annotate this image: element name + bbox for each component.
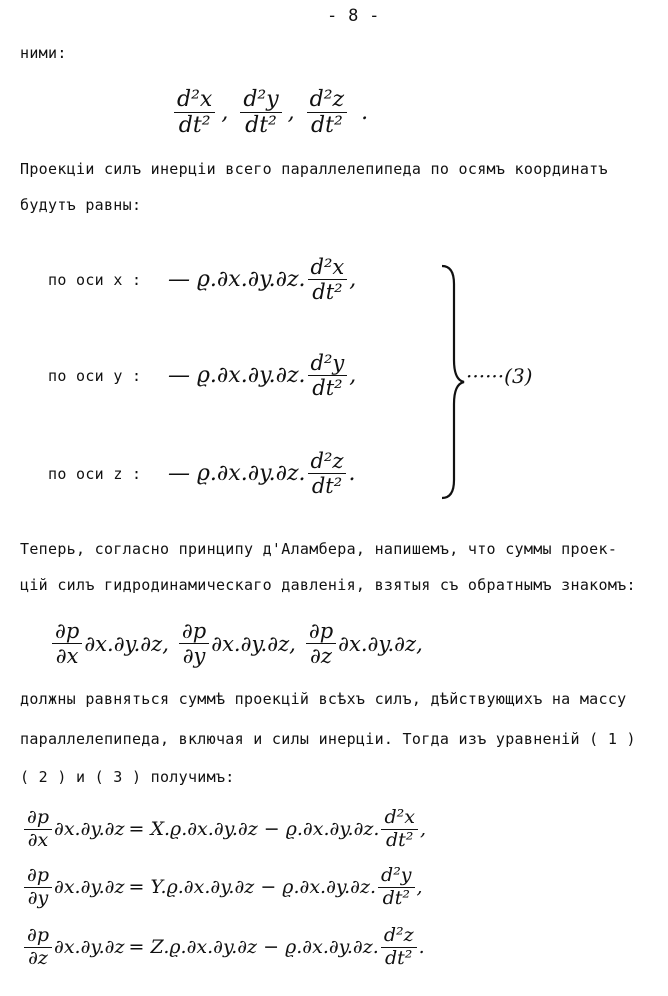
paragraph-3-line-1: должны равняться суммѣ проекцій всѣхъ силъ, дѣйствующихъ на массу <box>20 690 627 708</box>
fraction-d2z-dt2: $\frac{\text{d²z}}{\text{dt²}}$ <box>307 88 348 137</box>
paragraph-2-line-1: Теперь, согласно принципу д'Аламбера, напишемъ, что суммы проек- <box>20 540 618 558</box>
final-equation-z: $\frac{\partial p}{\partial z}$ ∂x.∂y.∂z = Z.ϱ.∂x.∂y.∂z − ϱ.∂x.∂y.∂z. $\frac{\text{d²z}}{\text{dt²}}$ . <box>22 926 425 969</box>
right-brace <box>438 262 468 502</box>
paragraph-1-line-2: будутъ равны: <box>20 196 142 214</box>
paragraph-1-line-1: Проекціи силъ инерціи всего параллелепипеда по осямъ координатъ <box>20 160 608 178</box>
system-row-y: по оси y : — ϱ.∂x.∂y.∂z. $\frac{\text{d²y}}{\text{dt²}}$ , <box>48 351 357 401</box>
system-row-x: по оси x : — ϱ.∂x.∂y.∂z. $\frac{\text{d²x}}{\text{dt²}}$ , <box>48 255 357 305</box>
paragraph-3-line-2: параллелепипеда, включая и силы инерціи. Тогда изъ уравненій ( 1 ) <box>20 730 636 748</box>
system-row-z: по оси z : — ϱ.∂x.∂y.∂z. $\frac{\text{d²z}}{\text{dt²}}$ . <box>48 449 356 499</box>
acceleration-formula: $\frac{\text{d²x}}{\text{dt²}}$ , $\frac{\text{d²y}}{\text{dt²}}$ , $\frac{\text{d²z}}{\text{dt²}}$ . <box>172 88 368 137</box>
fraction-d2y-dt2: $\frac{\text{d²y}}{\text{dt²}}$ <box>240 88 281 137</box>
pressure-terms: $\frac{\partial p}{\partial x}$ ∂x.∂y.∂z , $\frac{\partial p}{\partial y}$ ∂x.∂y.∂z , $\frac{\partial p}{\partial z}$ ∂x.∂y.∂z , <box>50 620 423 667</box>
equation-ref-3: ······(3) <box>466 364 533 388</box>
final-equation-x: $\frac{\partial p}{\partial x}$ ∂x.∂y.∂z = X.ϱ.∂x.∂y.∂z − ϱ.∂x.∂y.∂z. $\frac{\text{d²x}}{\text{dt²}}$ , <box>22 808 426 851</box>
paragraph-2-line-2: цій силъ гидродинамическаго давленія, взятыя съ обратнымъ знакомъ: <box>20 576 636 594</box>
final-equation-y: $\frac{\partial p}{\partial y}$ ∂x.∂y.∂z = Y.ϱ.∂x.∂y.∂z − ϱ.∂x.∂y.∂z. $\frac{\text{d²y}}{\text{dt²}}$ , <box>22 866 423 909</box>
paragraph-3-line-3: ( 2 ) и ( 3 ) получимъ: <box>20 768 235 786</box>
fraction-d2x-dt2: $\frac{\text{d²x}}{\text{dt²}}$ <box>174 88 215 137</box>
page-number: - 8 - <box>327 6 380 26</box>
intro-line: ними: <box>20 44 67 62</box>
